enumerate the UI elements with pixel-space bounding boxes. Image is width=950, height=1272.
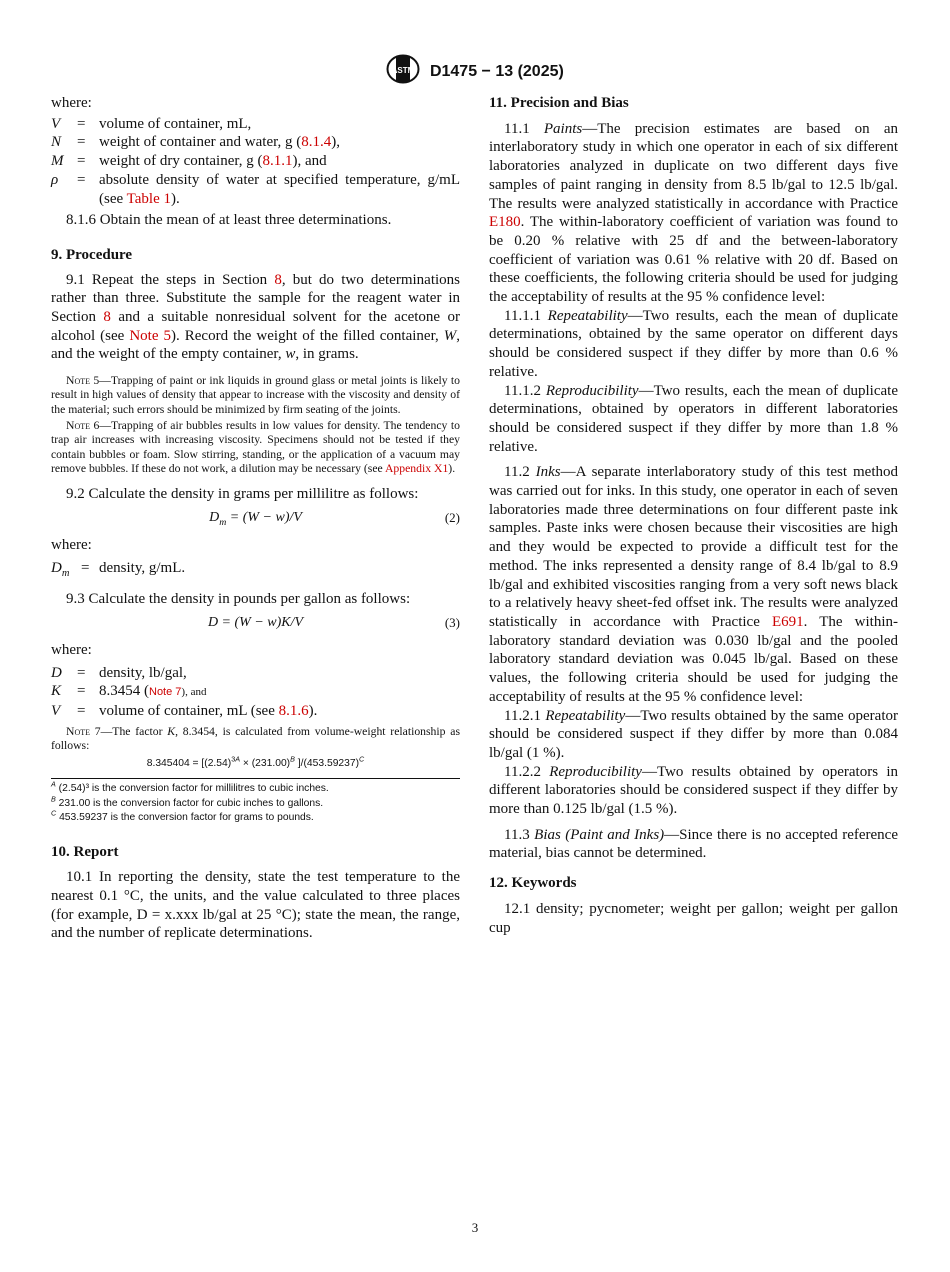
symbol: D bbox=[51, 664, 62, 681]
definition-row: N = weight of container and water, g (8.1.4), bbox=[51, 133, 460, 152]
equation-number: (3) bbox=[444, 615, 460, 631]
footnote: $^C$ 453.59237 is the conversion factor for grams to pounds. bbox=[51, 808, 314, 824]
left-column bbox=[51, 94, 460, 943]
paragraph-11-2-1: 11.2.1 Repeatability—Two results obtained by the same operator should be considered suspect if they differ by more than 0.084 lb/gal (1 %). bbox=[489, 707, 898, 761]
definitions-list bbox=[51, 664, 460, 721]
definition-row: D = density, lb/gal, bbox=[51, 664, 460, 683]
document-designation: D1475 − 13 (2025) bbox=[429, 62, 564, 80]
paragraph-9-1: 9.1 Repeat the steps in Section 8, but do two determinations rather than three. Substitute the sample for the reagent water in Section 8 and a suitable nonresidual solvent for the acetone or alcohol (see Note 5). Record the weight of the filled container, W, and the weight of the empty container, w, in grams. bbox=[51, 271, 460, 363]
definition-row: M = weight of dry container, g (8.1.1), and bbox=[51, 152, 460, 171]
definition-text: weight of container and water, g (8.1.4), bbox=[99, 134, 340, 151]
footnote: $^B$ 231.00 is the conversion factor for cubic inches to gallons. bbox=[51, 794, 324, 809]
logo-text: ASTM bbox=[391, 66, 415, 75]
section-heading-report: 10. Report bbox=[51, 843, 119, 860]
definition-text: 8.3454 (Note 7), and bbox=[99, 683, 207, 700]
paragraph-9-2: 9.2 Calculate the density in grams per millilitre as follows: bbox=[66, 486, 419, 503]
footnote: $^A$ (2.54)³ is the conversion factor for millilitres to cubic inches. bbox=[51, 779, 329, 795]
paragraph-11-3: 11.3 Bias (Paint and Inks)—Since there is no accepted reference material, bias cannot be determined. bbox=[489, 826, 898, 862]
section-link[interactable]: 8.1.1 bbox=[262, 153, 293, 170]
definition-text: density, g/mL. bbox=[99, 559, 186, 576]
section-heading-procedure: 9. Procedure bbox=[51, 246, 133, 263]
equation-3 bbox=[51, 614, 460, 636]
section-link[interactable]: 8.1.6 bbox=[278, 703, 309, 720]
paragraph-8-1-6: 8.1.6 Obtain the mean of at least three determinations. bbox=[66, 212, 392, 229]
practice-link[interactable]: E691 bbox=[771, 613, 804, 630]
definition-text: density, lb/gal, bbox=[99, 664, 187, 681]
paragraph-10-1: 10.1 In reporting the density, state the test temperature to the nearest 0.1 °C, the units, and the value calculated to three places (for example, D = x.xxx lb/gal at 25 °C); state the mean, the range, and the number of replicate determinations. bbox=[51, 869, 460, 942]
where-label: where: bbox=[51, 536, 92, 553]
paragraph-9-3: 9.3 Calculate the density in pounds per gallon as follows: bbox=[66, 591, 411, 608]
right-column bbox=[489, 94, 898, 937]
note-5: Note 5—Trapping of paint or ink liquids in ground glass or metal joints is likely to result in high values of density that appear to increase with the viscosity and density of the material; such errors should be minimized by firm seating of the joints. bbox=[51, 374, 460, 416]
note-link[interactable]: Note 5 bbox=[129, 327, 171, 344]
section-link[interactable]: 8.1.4 bbox=[301, 134, 332, 151]
definition-text: absolute density of water at specified temperature, g/mL (see Table 1). bbox=[99, 171, 460, 207]
equation-formula: $D_m = (W - w)/V$ bbox=[209, 509, 302, 528]
practice-link[interactable]: E180 bbox=[489, 214, 521, 231]
symbol: K bbox=[51, 683, 62, 700]
section-link[interactable]: 8 bbox=[274, 271, 282, 288]
definition-text: volume of container, mL, bbox=[99, 115, 252, 132]
definition-text: weight of dry container, g (8.1.1), and bbox=[99, 153, 327, 170]
equation-number: (2) bbox=[444, 509, 460, 525]
symbol: M bbox=[51, 153, 64, 170]
paragraph-11-1-1: 11.1.1 Repeatability—Two results, each the mean of duplicate determinations, obtained by the same operator on different days should be considered suspect if they differ by more than 0.6 % relative. bbox=[489, 307, 898, 380]
definition-text: volume of container, mL (see 8.1.6). bbox=[99, 703, 318, 720]
definition-row: K = 8.3454 (Note 7), and bbox=[51, 682, 460, 702]
equation-formula: D = (W − w)K/V bbox=[207, 615, 304, 631]
section-heading-keywords: 12. Keywords bbox=[489, 875, 577, 892]
paragraph-11-2-2: 11.2.2 Reproducibility—Two results obtained by operators in different laboratories should be considered suspect if they differ by more than 0.125 lb/gal (1.5 %). bbox=[489, 763, 898, 818]
paragraph-11-2: 11.2 Inks—A separate interlaboratory study of this test method was carried out for inks. In this study, one operator in each of seven laboratories made three determinations on four different paste ink samples. Paste inks were chosen because their viscosities are high and they would be expected to provide a difficult test for the method. The inks represented a density range of 8.4 lb/gal to 8.9 lb/gal and exhibited viscosities ranging from a very soft news black to a relatively heavy sheet-fed offset ink. The results were analyzed statistically in accordance with Practice E691. The within-laboratory standard deviation was 0.030 lb/gal and the pooled laboratory standard deviation was 0.045 lb/gal. Based on these values, the following criteria should be used for judging the acceptability of results at the 95 % confidence level: bbox=[489, 464, 898, 705]
section-link[interactable]: 8 bbox=[103, 309, 111, 326]
equation-2 bbox=[51, 509, 460, 531]
note-6: Note 6—Trapping of air bubbles results in low values for density. The tendency to trap air increases with increasing viscosity. Specimens should not be tested if they contain bubbles or foam. Slow stirring, standing, or the application of a vacuum may remove bubbles. If these do not work, a dilution may be necessary (see Appendix X1). bbox=[51, 419, 460, 475]
symbol: V bbox=[51, 703, 61, 720]
symbol: N bbox=[51, 134, 62, 151]
note-7: Note 7—The factor K, 8.3454, is calculated from volume-weight relationship as follows: bbox=[51, 724, 460, 753]
note-link[interactable]: Note 7 bbox=[149, 686, 182, 699]
symbol: ρ bbox=[51, 171, 59, 188]
symbol: $D_m$ bbox=[51, 559, 70, 579]
appendix-link[interactable]: Appendix X1 bbox=[384, 461, 449, 475]
page-header bbox=[0, 54, 950, 89]
symbol: V bbox=[51, 115, 61, 132]
paragraph-11-1-2: 11.1.2 Reproducibility—Two results, each the mean of duplicate determinations, obtained by operators in different laboratories should be considered suspect if they differ by more than 1.8 % relative. bbox=[489, 382, 898, 455]
definitions-list bbox=[51, 559, 460, 584]
table-link[interactable]: Table 1 bbox=[126, 190, 171, 207]
definitions-list bbox=[51, 115, 460, 209]
footnotes bbox=[51, 779, 460, 826]
definition-row: V = volume of container, mL (see 8.1.6). bbox=[51, 702, 460, 721]
section-heading-precision-bias: 11. Precision and Bias bbox=[489, 95, 629, 111]
paragraph-11-1: 11.1 Paints—The precision estimates are based on an interlaboratory study in which one operator in each of six different laboratories analyzed in duplicate on two different days five samples of paint ranging in density from 8.5 lb/gal to 12.5 lb/gal. The results were analyzed statistically in accordance with Practice E180. The within-laboratory coefficient of variation was found to be 0.20 % relative with 25 df and the between-laboratory coefficient of variation was 0.61 % relative with 20 df. Based on these coefficients, the following criteria should be used for judging the acceptability of results at the 95 % confidence level: bbox=[489, 120, 898, 306]
paragraph-12-1: 12.1 density; pycnometer; weight per gallon; weight per gallon cup bbox=[489, 900, 898, 936]
definition-row: ρ = absolute density of water at specified temperature, g/mL (see Table 1). bbox=[51, 171, 460, 207]
definition-row: V = volume of container, mL, bbox=[51, 115, 460, 134]
definition-row: $D_m$ = density, g/mL. bbox=[51, 559, 460, 584]
astm-logo-icon bbox=[386, 54, 420, 89]
page-number: 3 bbox=[471, 1220, 479, 1235]
where-label: where: bbox=[51, 95, 92, 111]
where-label: where: bbox=[51, 642, 92, 659]
conversion-formula: $8.345404 = [(2.54)^{3A} \times (231.00)^B$ ]$/(453.59237)^C$ bbox=[51, 755, 460, 779]
